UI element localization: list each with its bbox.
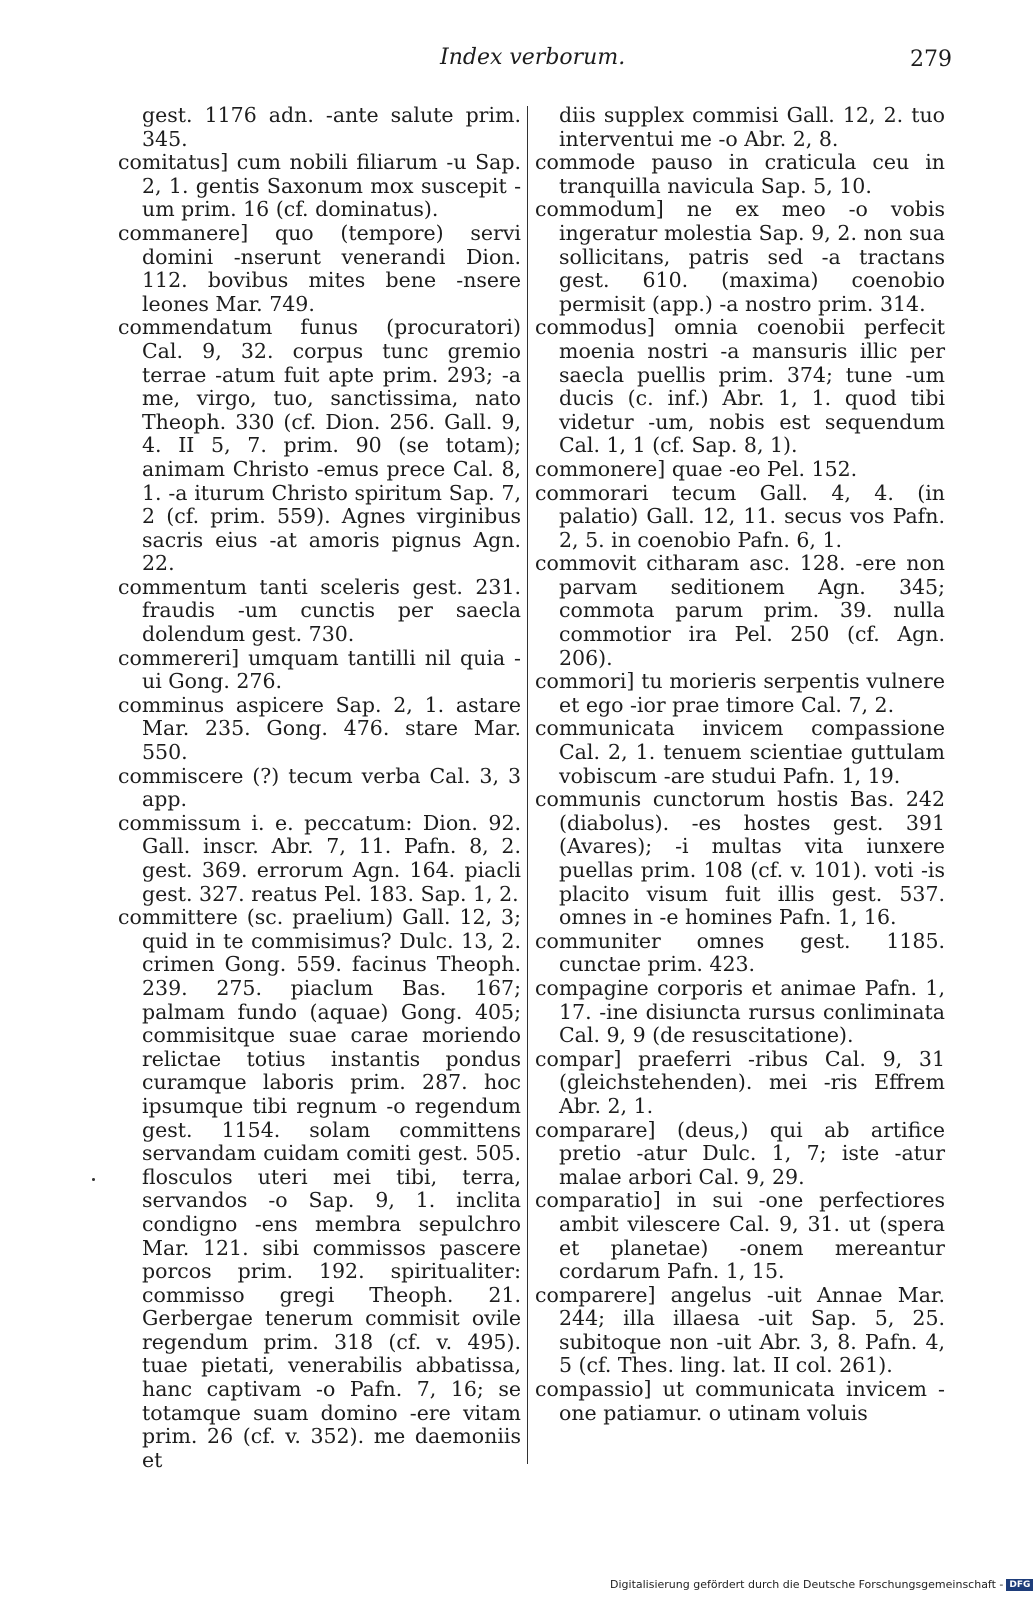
entry: communis cunctorum hostis Bas. 242 (diabolus). -es hostes gest. 391 (Avares); -i multas vita iunxere puellas prim. 108 (cf. v. 101). voti -is placito visum fuit illis gest. 537. omnes in -e homines Pafn. 1, 16. [535, 787, 945, 930]
entry: diis supplex commisi Gall. 12, 2. tuo interventui me -o Abr. 2, 8. [559, 103, 945, 151]
footer-credit [610, 1578, 1033, 1591]
right-column [535, 104, 945, 1425]
entry: commorari tecum Gall. 4, 4. (in palatio) Gall. 12, 11. secus vos Pafn. 2, 5. in coenobio Pafn. 6, 1. [535, 480, 945, 552]
dfg-logo-icon: DFG [1006, 1579, 1033, 1591]
page-number: 279 [910, 47, 952, 72]
margin-mark [92, 1178, 95, 1181]
entry: commissum i. e. peccatum: Dion. 92. Gall. inscr. Abr. 7, 11. Pafn. 8, 2. gest. 369. errorum Agn. 164. piacli gest. 327. reatus Pel. 183. Sap. 1, 2. [118, 810, 521, 906]
entry: comparatio] in sui -one perfectiores ambit vilescere Cal. 9, 31. ut (spera et planetae) -onem mereantur cordarum Pafn. 1, 15. [535, 1188, 945, 1284]
entry: commiscere (?) tecum verba Cal. 3, 3 app. [118, 763, 521, 812]
entry: commodus] omnia coenobii perfecit moenia nostri -a mansuris illic per saecla puellis prim. 374; tune -um ducis (c. inf.) Abr. 1, 1. quod tibi videtur -um, nobis est sequendum Cal. 1, 1 (cf. Sap. 8, 1). [535, 315, 945, 458]
entry: commentum tanti sceleris gest. 231. fraudis -um cunctis per saecla dolendum gest. 730. [118, 574, 521, 647]
entry: compar] praeferri -ribus Cal. 9, 31 (gleichstehenden). mei -ris Effrem Abr. 2, 1. [535, 1046, 945, 1118]
entry: communicata invicem compassione Cal. 2, 1. tenuem scientiae guttulam vobiscum -are studui Pafn. 1, 19. [535, 716, 945, 788]
entry: commori] tu morieris serpentis vulnere et ego -ior prae timore Cal. 7, 2. [535, 669, 945, 717]
entry: commendatum funus (procuratori) Cal. 9, 32. corpus tunc gremio terrae -atum fuit apte prim. 293; -a me, virgo, tuo, sanctissima, nato Theoph. 330 (cf. Dion. 256. Gall. 9, 4. II 5, 7. prim. 90 (se totam); animam Christo -emus prece Cal. 8, 1. -a iturum Christo spiritum Sap. 7, 2 (cf. prim. 559). Agnes virginibus sacris eius -at amoris pignus Agn. 22. [118, 315, 521, 576]
entry: communiter omnes gest. 1185. cunctae prim. 423. [535, 928, 945, 977]
entry: commereri] umquam tantilli nil quia -ui Gong. 276. [118, 645, 521, 694]
entry: comminus aspicere Sap. 2, 1. astare Mar. 235. Gong. 476. stare Mar. 550. [118, 692, 521, 765]
left-column [118, 104, 521, 1472]
entry: committere (sc. praelium) Gall. 12, 3; quid in te commisimus? Dulc. 13, 2. crimen Gong. 559. facinus Theoph. 239. 275. piaclum Bas. 167; palmam fundo (aquae) Gong. 405; commisitque suae carae moriendo relictae totius instantis pondus curamque laboris prim. 287. hoc ipsumque tibi regnum -o regendum gest. 1154. solam committens servandam cuidam comiti gest. 505. flosculos uteri mei tibi, terra, servandos -o Sap. 9, 1. inclita condigno -ens membra sepulchro Mar. 121. sibi commissos pascere porcos prim. 192. spiritualiter: commisso gregi Theoph. 21. Gerbergae tenerum commisit ovile regendum prim. 318 (cf. v. 495). tuae pietati, venerabilis abbatissa, hanc captivam -o Pafn. 7, 16; se totamque suam domino -ere vitam prim. 26 (cf. v. 352). me daemoniis et [118, 905, 521, 1472]
entry: commovit citharam asc. 128. -ere non parvam seditionem Agn. 345; commota parum prim. 39. nulla commotior ira Pel. 250 (cf. Agn. 206). [535, 551, 945, 670]
entry: comparere] angelus -uit Annae Mar. 244; illa illaesa -uit Sap. 5, 25. subitoque non -uit Abr. 3, 8. Pafn. 4, 5 (cf. Thes. ling. lat. II col. 261). [535, 1282, 945, 1378]
entry: commodum] ne ex meo -o vobis ingeratur molestia Sap. 9, 2. non sua sollicitans, patris sed -a tractans gest. 610. (maxima) coenobio permisit (app.) -a nostro prim. 314. [535, 197, 945, 316]
column-divider [527, 106, 528, 1464]
entry: compassio] ut communicata invicem -one patiamur. o utinam voluis [535, 1377, 945, 1425]
running-header: Index verborum. [440, 45, 626, 70]
entry: commanere] quo (tempore) servi domini -nserunt venerandi Dion. 112. bovibus mites bene -nsere leones Mar. 749. [118, 220, 521, 316]
entry: comitatus] cum nobili filiarum -u Sap. 2, 1. gentis Saxonum mox suscepit -um prim. 16 (cf. dominatus). [118, 150, 521, 222]
footer-text: Digitalisierung gefördert durch die Deutsche Forschungsgemeinschaft - [610, 1578, 1004, 1591]
entry: compagine corporis et animae Pafn. 1, 17. -ine disiuncta rursus conliminata Cal. 9, 9 (de resuscitatione). [535, 975, 945, 1048]
entry: commode pauso in craticula ceu in tranquilla navicula Sap. 5, 10. [535, 150, 945, 198]
entry: commonere] quae -eo Pel. 152. [535, 456, 858, 481]
entry: gest. 1176 adn. -ante salute prim. 345. [142, 103, 521, 151]
entry: comparare] (deus,) qui ab artifice pretio -atur Dulc. 1, 7; iste -atur malae arbori Cal. 9, 29. [535, 1117, 945, 1189]
